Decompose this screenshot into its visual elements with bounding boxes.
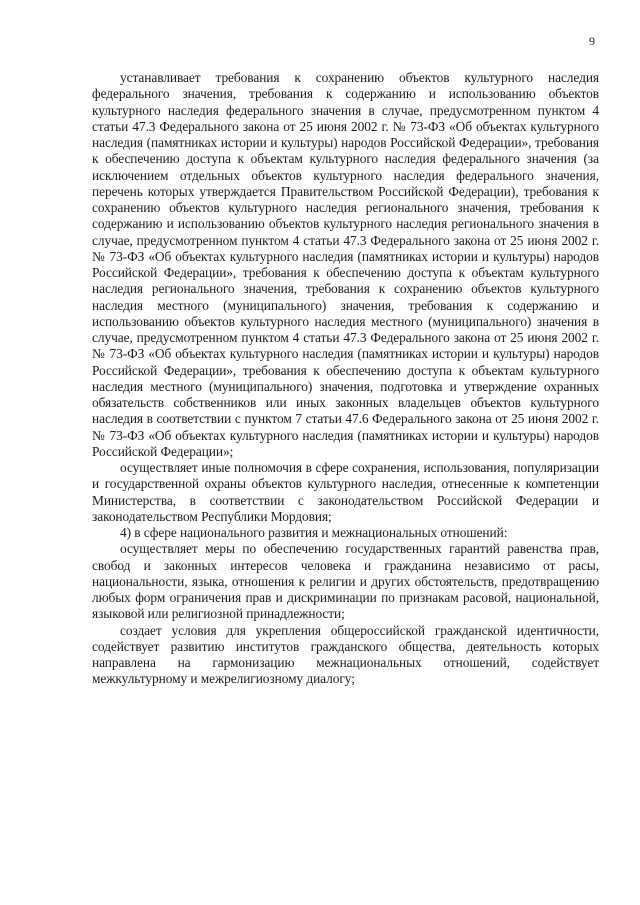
page-number: 9 bbox=[589, 34, 595, 48]
document-body bbox=[92, 70, 599, 688]
paragraph-other-powers: осуществляет иные полномочия в сфере сохранения, использования, популяризации и государственной охраны объектов культурного наследия, отнесенные к компетенции Министерства, в соответствии с законодательством Российской Федерации и законодательством Республики Мордовия; bbox=[92, 460, 599, 524]
paragraph-section-heading: 4) в сфере национального развития и межнациональных отношений: bbox=[120, 525, 508, 540]
paragraph-equality-guarantees: осуществляет меры по обеспечению государственных гарантий равенства прав, свобод и законных интересов человека и гражданина независимо от расы, национальности, языка, отношения к религии и других обстоятельств, предотвращению любых форм ограничения прав и дискриминации по признакам расовой, национальной, языковой или религиозной принадлежности; bbox=[92, 541, 599, 622]
paragraph-civic-identity: создает условия для укрепления общероссийской гражданской идентичности, содействует развитию институтов гражданского общества, деятельность которых направлена на гармонизацию межнациональных отношений, содействует межкультурному и межрелигиозному диалогу; bbox=[92, 622, 599, 687]
paragraph-heritage-requirements: устанавливает требования к сохранению объектов культурного наследия федерального значения, требования к содержанию и использованию объектов культурного наследия федерального значения в случае, предусмотренном пунктом 4 статьи 47.3 Федерального закона от 25 июня 2002 г. № 73-ФЗ «Об объектах культурного наследия (памятниках истории и культуры) народов Российской Федерации», требования к обеспечению доступа к объектам культурного наследия федерального значения (за исключением отдельных объектов культурного наследия федерального значения, перечень которых утверждается Правительством Российской Федерации), требования к сохранению объектов культурного наследия регионального значения, требования к содержанию и использованию объектов культурного наследия регионального значения в случае, предусмотренном пунктом 4 статьи 47.3 Федерального закона от 25 июня 2002 г. № 73-ФЗ «Об объектах культурного наследия (памятниках истории и культуры) народов Российской Федерации», требования к обеспечению доступа к объектам культурного наследия регионального значения, требования к сохранению объектов культурного наследия местного (муниципального) значения, требования к содержанию и использованию объектов культурного наследия местного (муниципального) значения в случае, предусмотренном пунктом 4 статьи 47.3 Федерального закона от 25 июня 2002 г. № 73-ФЗ «Об объектах культурного наследия (памятниках истории и культуры) народов Российской Федерации», требования к обеспечению доступа к объектам культурного наследия местного (муниципального) значения, подготовка и утверждение охранных обязательств собственников или иных законных владельцев объектов культурного наследия в соответствии с пунктом 7 статьи 47.6 Федерального закона от 25 июня 2002 г. № 73-ФЗ «Об объектах культурного наследия (памятниках истории и культуры) народов Российской Федерации»; bbox=[92, 70, 599, 459]
